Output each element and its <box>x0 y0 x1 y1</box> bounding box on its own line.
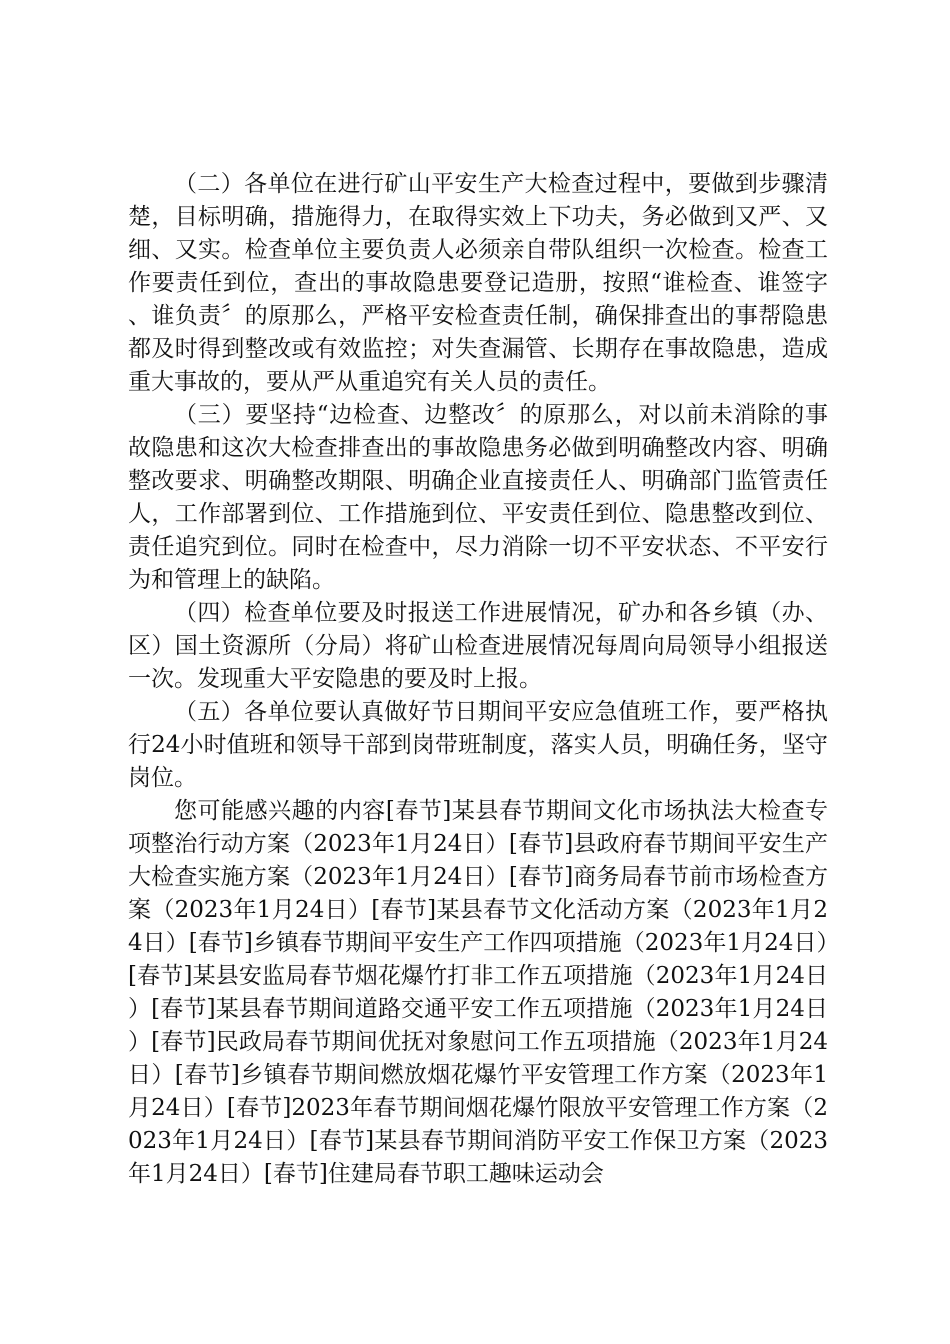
paragraph-section-5: （五）各单位要认真做好节日期间平安应急值班工作，要严格执行24小时值班和领导干部到岗带班制度，落实人员，明确任务，坚守岗位。 <box>128 699 828 791</box>
paragraph-section-4: （四）检查单位要及时报送工作进展情况，矿办和各乡镇（办、区）国土资源所（分局）将矿山检查进展情况每周向局领导小组报送一次。发现重大平安隐患的要及时上报。 <box>128 600 828 692</box>
paragraph-section-2: （二）各单位在进行矿山平安生产大检查过程中，要做到步骤清楚，目标明确，措施得力，在取得实效上下功夫，务必做到又严、又细、又实。检查单位主要负责人必须亲自带队组织一次检查。检查工作要责任到位，查出的事故隐患要登记造册，按照“谁检查、谁签字、谁负责〞的原那么，严格平安检查责任制，确保排查出的事帮隐患都及时得到整改或有效监控；对失查漏管、长期存在事故隐患，造成重大事故的，要从严从重追究有关人员的责任。 <box>128 171 828 395</box>
paragraph-section-3: （三）要坚持“边检查、边整改〞的原那么，对以前未消除的事故隐患和这次大检查排查出的事故隐患务必做到明确整改内容、明确整改要求、明确整改期限、明确企业直接责任人、明确部门监管责任人，工作部署到位、工作措施到位、平安责任到位、隐患整改到位、责任追究到位。同时在检查中，尽力消除一切不平安状态、不平安行为和管理上的缺陷。 <box>128 402 828 593</box>
paragraph-related-content: 您可能感兴趣的内容[春节]某县春节期间文化市场执法大检查专项整治行动方案（2023年1月24日）[春节]县政府春节期间平安生产大检查实施方案（2023年1月24日）[春节]商务局春节前市场检查方案（2023年1月24日）[春节]某县春节文化活动方案（2023年1月24日）[春节]乡镇春节期间平安生产工作四项措施（2023年1月24日）[春节]某县安监局春节烟花爆竹打非工作五项措施（2023年1月24日）[春节]某县春节期间道路交通平安工作五项措施（2023年1月24日）[春节]民政局春节期间优抚对象慰问工作五项措施（2023年1月24日）[春节]乡镇春节期间燃放烟花爆竹平安管理工作方案（2023年1月24日）[春节]2023年春节期间烟花爆竹限放平安管理工作方案（2023年1月24日）[春节]某县春节期间消防平安工作保卫方案（2023年1月24日）[春节]住建局春节职工趣味运动会 <box>128 798 828 1187</box>
document-body <box>128 168 828 1191</box>
